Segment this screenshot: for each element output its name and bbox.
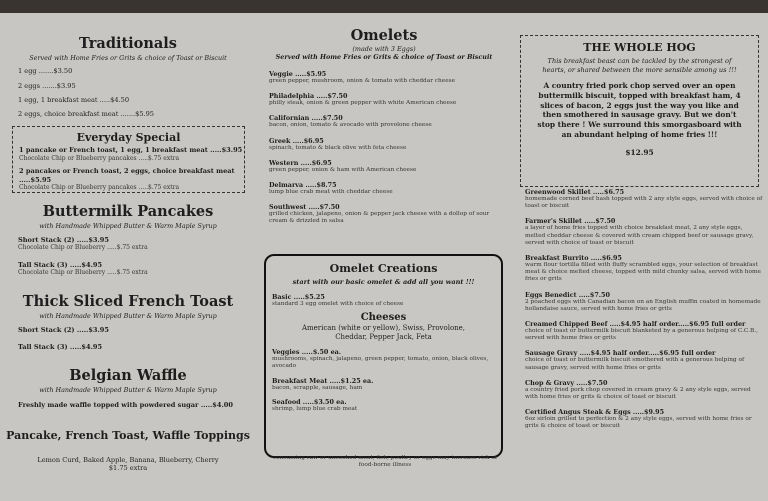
traditionals-item: 1 egg .......$3.50 xyxy=(18,67,73,75)
pancakes-subtitle: with Handmade Whipped Butter & Warm Maple Syrup xyxy=(39,222,217,230)
omelet-item xyxy=(269,137,504,152)
everyday-special-line: 2 pancakes or French toast, 2 eggs, choice breakfast meat .....$5.95 xyxy=(19,167,235,184)
omelet-desc: philly steak, onion & green pepper with white American cheese xyxy=(269,100,457,107)
special-item xyxy=(525,291,763,313)
cheeses-title: Cheeses xyxy=(360,312,407,324)
special-name: Chop & Gravy .....$7.50 xyxy=(525,378,608,387)
special-desc: warm flour tortilla filled with fluffy scrambled eggs, your selection of breakfast meat & choice melted cheese, topped with mild chunky salsa, served with home fries or grits xyxy=(525,262,761,283)
special-desc: choice of toast or buttermilk biscuit smothered with a generous helping of sausage gravy, served with home fries or grits xyxy=(525,357,745,371)
special-name: Creamed Chipped Beef .....$4.95 half order.....$6.95 full order xyxy=(525,320,746,329)
pancakes-extra: Chocolate Chip or Blueberry .....$.75 extra xyxy=(18,269,148,276)
special-name: Eggs Benedict .....$7.50 xyxy=(525,290,610,299)
special-desc: a country fried pork chop covered in cream gravy & 2 any style eggs, served with home fries or grits & choice of toast or biscuit xyxy=(525,386,751,401)
special-item xyxy=(525,188,763,210)
french-toast-title: Thick Sliced French Toast xyxy=(22,293,234,310)
omelet-item xyxy=(269,70,504,85)
everyday-special-title: Everyday Special xyxy=(76,131,181,144)
traditionals-item: 2 eggs .......$3.95 xyxy=(18,82,76,90)
special-desc: a layer of home fries topped with choice breakfast meat, 2 any style eggs, melted cheddar cheese & covered with cream chipped beef or sausage gravy, served with choice of toast or biscuit xyxy=(525,225,754,246)
omelet-name: Greek .....$6.95 xyxy=(269,136,324,145)
omelets-title: Omelets xyxy=(350,27,418,44)
toppings-title: Pancake, French Toast, Waffle Toppings xyxy=(6,429,250,442)
omelet-name: Veggie .....$5.95 xyxy=(269,70,327,78)
specials-list xyxy=(525,188,763,431)
omelet-item xyxy=(269,181,504,196)
omelet-name: Philadelphia .....$7.50 xyxy=(269,92,348,101)
omelet-desc: green pepper, mushroom, onion & tomato with cheddar cheese xyxy=(269,78,456,84)
omelet-desc: grilled chicken, jalapeno, onion & pepper jack cheese with a dollop of sour cream & drizzled in salsa xyxy=(269,211,490,225)
omelet-desc: bacon, onion, tomato & avocado with provolone cheese xyxy=(269,122,432,129)
everyday-special-line: 1 pancake or French toast, 1 egg, 1 breakfast meat .....$3.95 xyxy=(19,146,243,154)
creations-subtitle: start with our basic omelet & add all you want !!! xyxy=(292,278,475,286)
everyday-special-box xyxy=(12,126,245,193)
special-name: Farmer's Skillet .....$7.50 xyxy=(525,217,616,226)
omelets-subtitle: Served with Home Fries or Grits & choice of Toast or Biscuit xyxy=(275,53,493,61)
waffle-subtitle: with Handmade Whipped Butter & Warm Maple Syrup xyxy=(39,386,217,394)
everyday-special-extra: Chocolate Chip or Blueberry pancakes .....$.75 extra xyxy=(19,184,180,191)
omelet-list xyxy=(269,70,504,226)
omelet-desc: lump blue crab meat with cheddar cheese xyxy=(269,189,393,196)
special-desc: 2 poached eggs with Canadian bacon on an English muffin coated in homemade hollandaise sauce, served with home fries or grits xyxy=(525,298,761,312)
special-name: Certified Angus Steak & Eggs .....$9.95 xyxy=(525,408,665,417)
food-safety-disclaimer: consuming raw or uncooked meat, fish, poultry or eggs may increase risk of food-borne illness xyxy=(273,455,497,469)
special-item xyxy=(525,254,763,284)
creations-basic: Basic .....$5.25 xyxy=(272,293,325,301)
omelet-name: Southwest .....$7.50 xyxy=(269,203,340,212)
omelet-name: Delmarva .....$8.75 xyxy=(269,181,337,190)
addon-desc: mushrooms, spinach, jalapeno, green pepper, tomato, onion, black olives, avocado xyxy=(272,356,489,370)
pancakes-item: Tall Stack (3) .....$4.95 xyxy=(18,261,103,269)
pancakes-title: Buttermilk Pancakes xyxy=(42,203,214,220)
toppings-price: $1.75 extra xyxy=(108,464,148,472)
french-toast-item: Short Stack (2) .....$3.95 xyxy=(18,326,109,334)
whole-hog-price: $12.95 xyxy=(625,147,654,157)
omelet-desc: green pepper, onion & ham with American cheese xyxy=(269,166,417,173)
traditionals-item: 1 egg, 1 breakfast meat .....$4.50 xyxy=(18,96,130,104)
special-item xyxy=(525,408,763,430)
omelet-item xyxy=(269,203,504,225)
special-desc: 6oz sirloin grilled to perfection & 2 any style eggs, served with home fries or grits & choice of toast or biscuit xyxy=(525,416,752,430)
omelet-item xyxy=(269,92,504,107)
special-item xyxy=(525,379,763,401)
omelet-name: Californian .....$7.50 xyxy=(269,114,343,123)
addon-name: Breakfast Meat .....$1.25 ea. xyxy=(272,376,374,385)
pancakes-item: Short Stack (2) .....$3.95 xyxy=(18,236,109,244)
whole-hog-title: THE WHOLE HOG xyxy=(583,41,696,54)
omelet-name: Western .....$6.95 xyxy=(269,158,332,167)
waffle-title: Belgian Waffle xyxy=(69,367,187,384)
special-name: Breakfast Burrito .....$6.95 xyxy=(525,254,622,263)
special-desc: choice of toast or buttermilk biscuit blanketed by a generous helping of C.C.B., served with home fries or grits xyxy=(525,328,758,342)
everyday-special-extra: Chocolate Chip or Blueberry pancakes .....$.75 extra xyxy=(19,154,180,162)
traditionals-subtitle: Served with Home Fries or Grits & choice of Toast or Biscuit xyxy=(29,54,227,62)
whole-hog-box xyxy=(520,35,759,187)
special-item xyxy=(525,349,763,371)
omelet-item xyxy=(269,159,504,174)
french-toast-item: Tall Stack (3) .....$4.95 xyxy=(18,343,103,351)
traditionals-title: Traditionals xyxy=(79,35,177,52)
addon-desc: bacon, scrapple, sausage, ham xyxy=(272,384,363,391)
omelet-item xyxy=(269,114,504,129)
special-item xyxy=(525,320,763,342)
special-desc: homemade corned beef hash topped with 2 any style eggs, served with choice of toast or biscuit xyxy=(525,196,763,210)
special-name: Greenwood Skillet .....$6.75 xyxy=(525,188,625,196)
addon-name: Seafood .....$3.50 ea. xyxy=(272,397,347,406)
creations-title: Omelet Creations xyxy=(329,262,438,275)
pancakes-extra: Chocolate Chip or Blueberry .....$.75 extra xyxy=(18,244,148,251)
omelet-desc: spinach, tomato & black olive with feta cheese xyxy=(269,144,407,151)
top-frame-bar xyxy=(0,0,768,13)
special-item xyxy=(525,217,763,247)
cheeses-list: American (white or yellow), Swiss, Provolone, Cheddar, Pepper Jack, Feta xyxy=(301,324,466,342)
omelet-creations-box xyxy=(264,254,503,458)
waffle-item: Freshly made waffle topped with powdered sugar .....$4.00 xyxy=(18,401,233,409)
whole-hog-intro: This breakfast beast can be tackled by the strongest of hearts, or shared between the more sensible among us !!! xyxy=(542,57,737,74)
toppings-list: Lemon Curd, Baked Apple, Banana, Blueberry, Cherry xyxy=(37,456,219,464)
french-toast-subtitle: with Handmade Whipped Butter & Warm Maple Syrup xyxy=(39,312,217,320)
addon-desc: shrimp, lump blue crab meat xyxy=(272,405,358,412)
traditionals-item: 2 eggs, choice breakfast meat .......$5.95 xyxy=(18,110,155,118)
whole-hog-description: A country fried pork chop served over an open buttermilk biscuit, topped with breakfast ham, 4 slices of bacon, 2 eggs just the way you like and then smothered in sausage gravy. But we don't stop there ! We surround this smorgasboard with an abundant helping of home fries !!! xyxy=(537,81,742,139)
special-name: Sausage Gravy .....$4.95 half order.....$6.95 full order xyxy=(525,349,716,358)
omelets-note: (made with 3 Eggs) xyxy=(352,45,416,53)
creations-basic-desc: standard 3 egg omelet with choice of cheese xyxy=(272,301,404,307)
addon-name: Veggies .....$.50 ea. xyxy=(272,348,342,357)
